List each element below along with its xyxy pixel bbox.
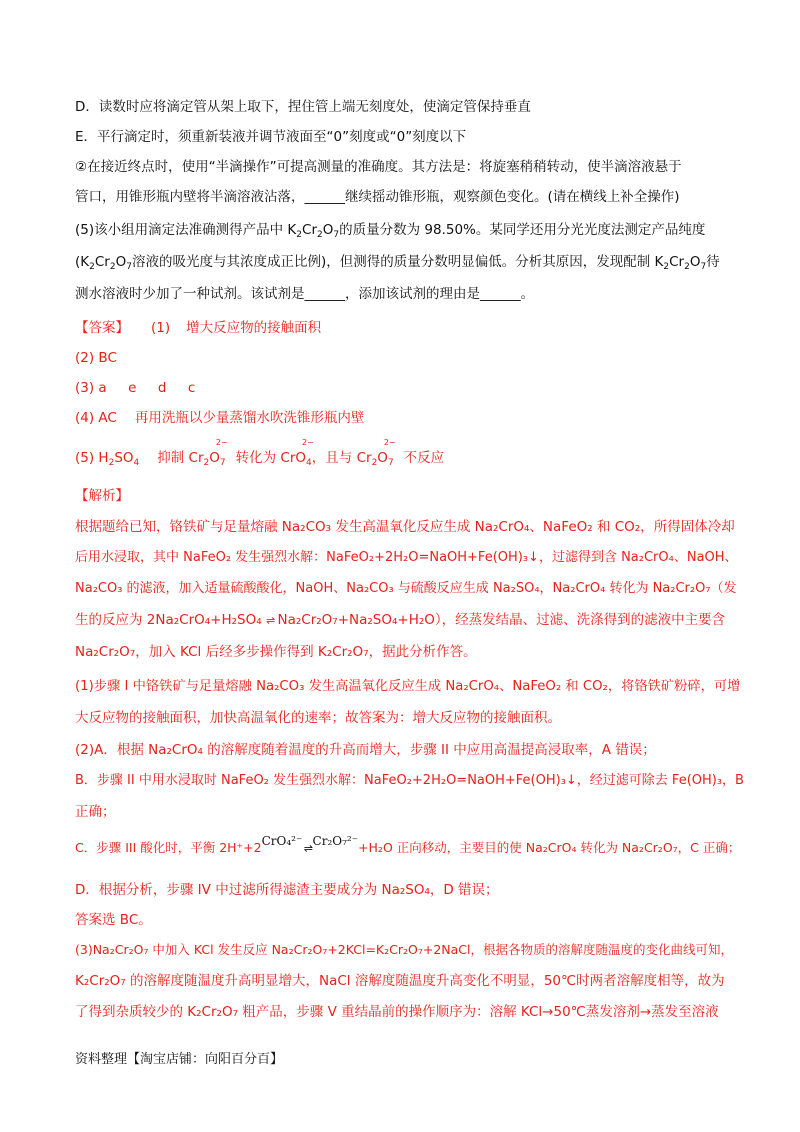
analysis-p4: 生的反应为 2Na₂CrO₄+H₂SO₄ ⇌ Na₂Cr₂O₇+Na₂SO₄+H₂O），经蒸发结晶、过滤、洗涤得到的滤液中主要含	[75, 612, 726, 628]
equilibrium-arrow-icon: ⇌	[302, 842, 313, 855]
answer-3: (3) a e d c	[75, 380, 196, 396]
option-d: D．读数时应将滴定管从架上取下，捏住管上端无刻度处，使滴定管保持垂直	[75, 99, 531, 115]
analysis-p2: 后用水浸取，其中 NaFeO₂ 发生强烈水解：NaFeO₂+2H₂O=NaOH+Fe(OH)₃↓，过滤得到含 Na₂CrO₄、NaOH、	[75, 550, 738, 565]
question-5-line-1: (5)该小组用滴定法准确测得产品中 $K_2Cr_2O_7$的质量分数为 98.50%。某同学还用分光光度法测定产品纯度	[75, 222, 706, 240]
analysis-p5: Na₂Cr₂O₇，加入 KCl 后经多步操作得到 K₂Cr₂O₇，据此分析作答。	[75, 644, 477, 660]
option-e: E．平行滴定时，须重新装液并调节液面至“0”刻度或“0”刻度以下	[75, 129, 467, 145]
analysis-step3-a: (3)Na₂Cr₂O₇ 中加入 KCl 发生反应 Na₂Cr₂O₇+2KCl=K₂Cr₂O₇+2NaCl，根据各物质的溶解度随温度的变化曲线可知，	[75, 942, 734, 957]
analysis-p3: Na₂CO₃ 的滤液，加入适量硫酸酸化，NaOH、Na₂CO₃ 与硫酸反应生成 Na₂SO₄，Na₂CrO₄ 转化为 Na₂Cr₂O₇（发	[75, 581, 737, 596]
analysis-p1: 根据题给已知，铬铁矿与足量熔融 Na₂CO₃ 发生高温氧化反应生成 Na₂CrO₄、NaFeO₂ 和 CO₂，所得固体冷却	[75, 519, 735, 535]
analysis-step2-b: B．步骤 II 中用水浸取时 NaFeO₂ 发生强烈水解：NaFeO₂+2H₂O=NaOH+Fe(OH)₃↓，经过滤可除去 Fe(OH)₃，B	[75, 773, 744, 788]
question-2-line-1: ②在接近终点时，使用“半滴操作”可提高测量的准确度。其方法是：将旋塞稍稍转动，使半滴溶液悬于	[75, 159, 682, 175]
page-footer: 资料整理【淘宝店铺：向阳百分百】	[75, 1052, 284, 1067]
analysis-step2-e: D．根据分析，步骤 IV 中过滤所得滤渣主要成分为 Na₂SO₄，D 错误；	[75, 882, 499, 898]
analysis-step2-f: 答案选 BC。	[75, 912, 152, 928]
answer-4: (4) AC 再用洗瓶以少量蒸馏水吹洗锥形瓶内壁	[75, 410, 365, 426]
analysis-step1-a: (1)步骤 I 中铬铁矿与足量熔融 Na₂CO₃ 发生高温氧化反应生成 Na₂CrO₄、NaFeO₂ 和 CO₂，将铬铁矿粉碎，可增	[75, 679, 741, 694]
question-5-line-2: ($K_2Cr_2O_7$溶液的吸光度与其浓度成正比例)，但测得的质量分数明显偏低。分析其原因，发现配制 $K_2Cr_2O_7$待	[75, 254, 720, 272]
answer-1: 【答案】 (1) 增大反应物的接触面积	[75, 320, 322, 336]
question-5-line-3: 测水溶液时少加了一种试剂。该试剂是______，添加该试剂的理由是______。	[75, 286, 534, 302]
analysis-step2-c: 正确；	[75, 804, 116, 820]
analysis-step3-b: K₂Cr₂O₇ 的溶解度随温度升高明显增大，NaCl 溶解度随温度升高变化不明显，50℃时两者溶解度相等，故为	[75, 973, 725, 989]
equilibrium-arrow-icon: ⇌	[265, 614, 274, 627]
analysis-step2-d: C．步骤 III 酸化时，平衡 2H⁺+2CrO₄²⁻ ⇌ Cr₂O₇²⁻+H₂O 正向移动，主要目的使 Na₂CrO₄ 转化为 Na₂Cr₂O₇，C 正确；	[75, 834, 741, 855]
analysis-step3-c: 了得到杂质较少的 K₂Cr₂O₇ 粗产品，步骤 V 重结晶前的操作顺序为：溶解 KCl→50℃蒸发溶剂→蒸发至溶液	[75, 1004, 719, 1020]
question-2-line-2: 管口，用锥形瓶内壁将半滴溶液沾落，______继续摇动锥形瓶，观察颜色变化。(请在横线上补全操作)	[75, 189, 680, 205]
analysis-step2-a: (2)A．根据 Na₂CrO₄ 的溶解度随着温度的升高而增大，步骤 II 中应用高温提高浸取率，A 错误；	[75, 742, 656, 758]
analysis-step1-b: 大反应物的接触面积，加快高温氧化的速率；故答案为：增大反应物的接触面积。	[75, 710, 561, 726]
answer-2: (2) BC	[75, 350, 117, 366]
analysis-label: 【解析】	[75, 488, 129, 504]
answer-5: (5) $H_2SO_4$ 抑制 $Cr_2O_7$ 2− 转化为 CrO$_4$ 2− ，且与 $Cr_2O_7$ 2− 不反应	[75, 438, 445, 468]
answer-label: 【答案】	[75, 320, 129, 336]
